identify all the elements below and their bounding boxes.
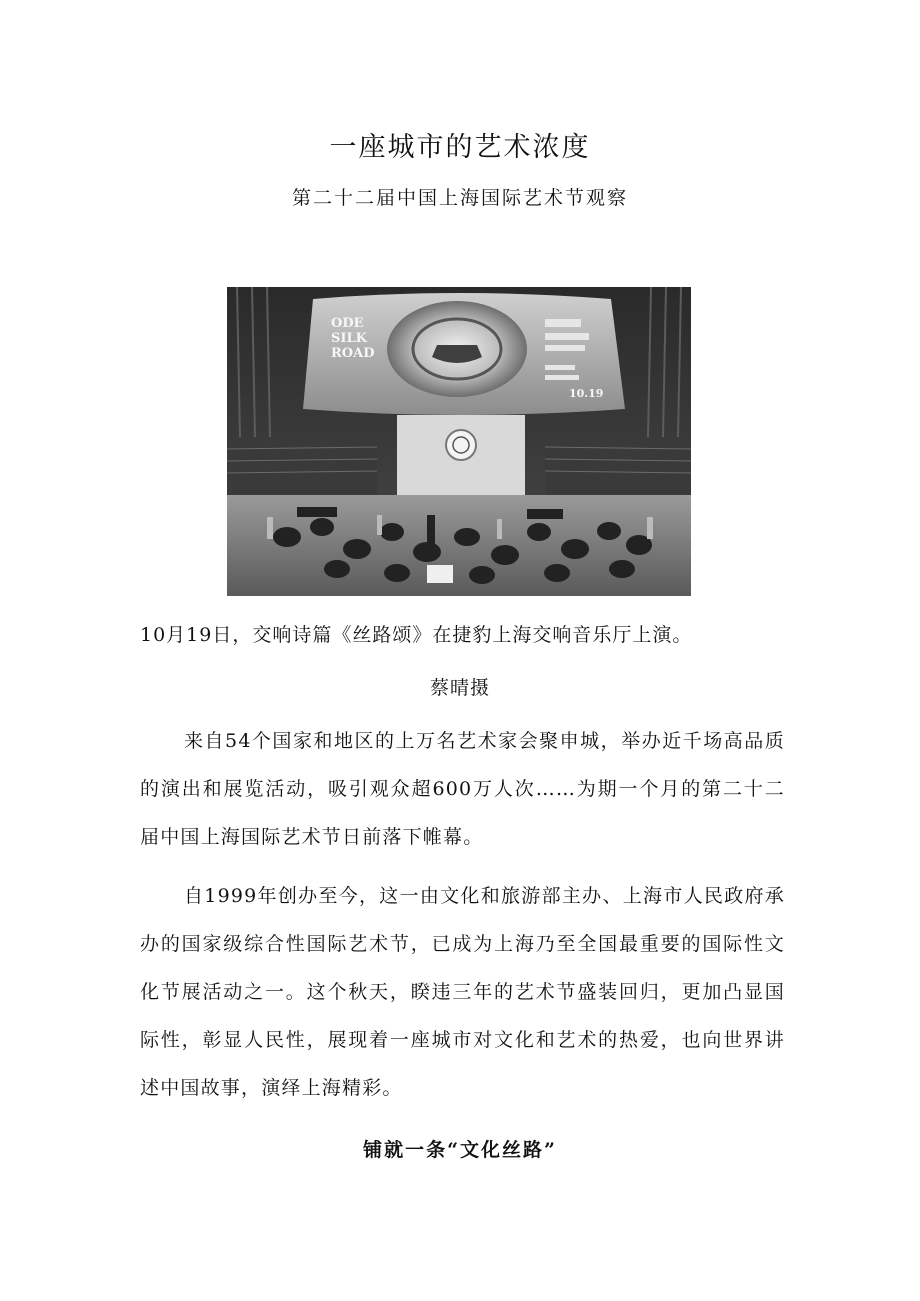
paragraph: 自1999年创办至今，这一由文化和旅游部主办、上海市人民政府承办的国家级综合性国际艺术节，已成为上海乃至全国最重要的国际性文化节展活动之一。这个秋天，睽违三年的艺术节盛装回归，更加凸显国际性，彰显人民性，展现着一座城市对文化和艺术的热爱，也向世界讲述中国故事，演绎上海精彩。 bbox=[140, 885, 785, 1099]
concert-photo bbox=[227, 287, 691, 596]
photo-caption: 10月19日，交响诗篇《丝路颂》在捷豹上海交响音乐厅上演。 bbox=[140, 624, 693, 646]
screen-text-date: 10.19 bbox=[569, 387, 604, 400]
photo-credit: 蔡晴摄 bbox=[429, 677, 490, 699]
screen-text-ode: ODE bbox=[331, 316, 364, 331]
section-heading: 铺就一条“文化丝路” bbox=[363, 1139, 557, 1161]
paragraph: 来自54个国家和地区的上万名艺术家会聚申城，举办近千场高品质的演出和展览活动，吸引观众超600万人次……为期一个月的第二十二届中国上海国际艺术节日前落下帷幕。 bbox=[140, 730, 785, 848]
screen-text-silk: SILK bbox=[331, 331, 367, 346]
screen-text-road: ROAD bbox=[331, 346, 375, 361]
article-title: 一座城市的艺术浓度 bbox=[329, 132, 591, 163]
article-subtitle: 第二十二届中国上海国际艺术节观察 bbox=[291, 187, 628, 209]
